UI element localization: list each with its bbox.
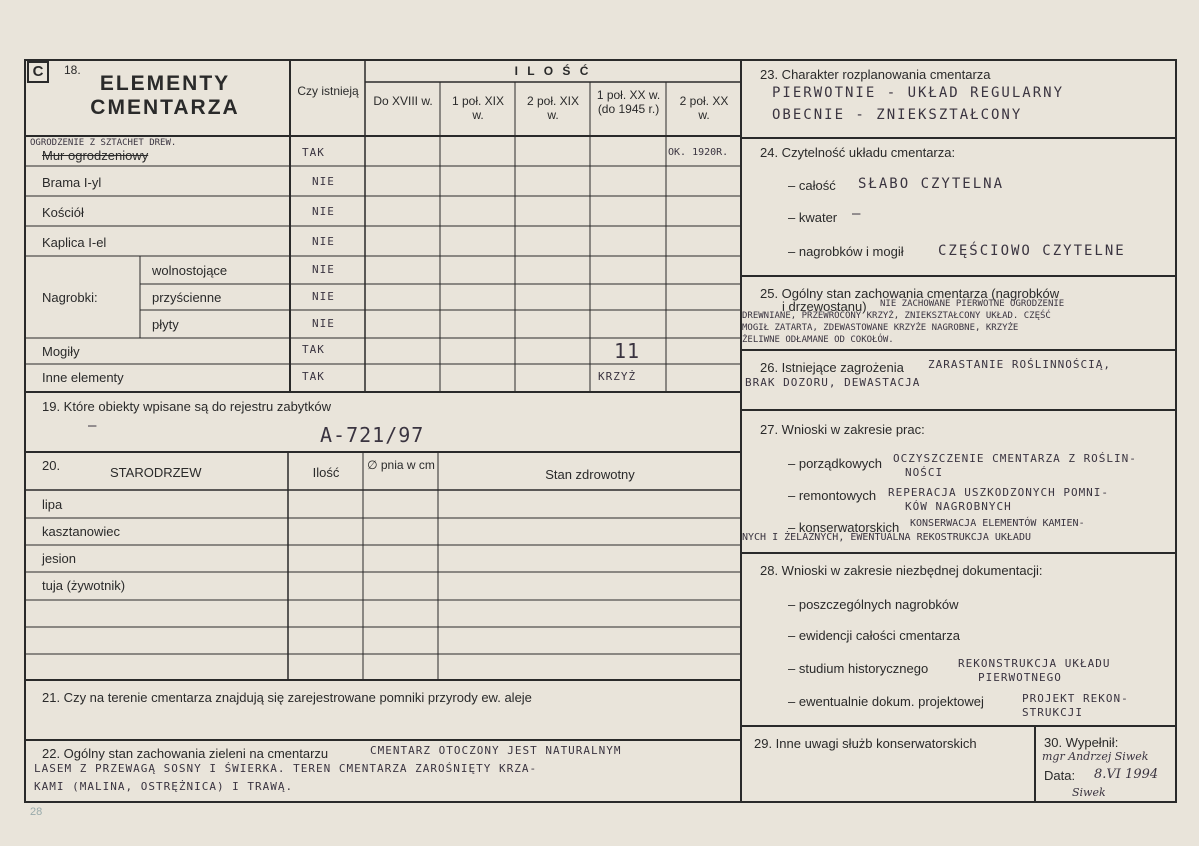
section-title: ELEMENTY CMENTARZA (90, 72, 240, 119)
q28-history-value: REKONSTRUKCJA UKŁADU (958, 657, 1111, 670)
q20-col-diameter: ∅ pnia w cm (367, 458, 435, 472)
q22-answer: KAMI (MALINA, OSTRĘŻNICA) I TRAWĄ. (34, 780, 294, 793)
q28-inventory: – ewidencji całości cmentarza (788, 628, 960, 643)
freestanding-value: NIE (312, 263, 335, 276)
q19-label: 19. Które obiekty wpisane są do rejestru zabytków (42, 399, 332, 414)
q28-tombstones: – poszczególnych nagrobków (788, 597, 959, 612)
filled-date: 8.VI 1994 (1094, 767, 1159, 782)
q27-conservation: – konserwatorskich (788, 520, 900, 535)
q24-graves: – nagrobków i mogił (788, 244, 904, 259)
row-label-slabs: płyty (152, 317, 179, 332)
tree-row: jesion (42, 551, 76, 566)
q23-label: 23. Charakter rozplanowania cmentarza (760, 67, 991, 82)
other-value: TAK (302, 370, 325, 383)
q28-project: – ewentualnie dokum. projektowej (788, 694, 984, 709)
q25-label: 25. Ogólny stan zachowania cmentarza (nagrobków (760, 286, 1060, 301)
gate-value: NIE (312, 175, 335, 188)
q30-date-label: Data: (1044, 768, 1076, 783)
q28-history: – studium historycznego (788, 661, 929, 676)
filled-by-name: mgr Andrzej Siwek (1042, 750, 1149, 763)
graves-count: 11 (614, 339, 641, 363)
tree-row: kasztanowiec (42, 524, 121, 539)
q27-repair: – remontowych (788, 488, 877, 503)
q26-label: 26. Istniejące zagrożenia (760, 360, 904, 375)
register-number: A-721/97 (320, 423, 425, 447)
tree-row: tuja (żywotnik) (42, 578, 126, 593)
q25-label-cont: i drzewostanu) (782, 299, 867, 314)
q28-label: 28. Wnioski w zakresie niezbędnej dokumentacji: (760, 563, 1043, 578)
q19-dash: — (88, 418, 99, 434)
q24-label: 24. Czytelność układu cmentarza: (760, 145, 956, 160)
q29-label: 29. Inne uwagi służb konserwatorskich (754, 736, 977, 751)
q20-col-quantity: Ilość (312, 465, 340, 480)
row-label-wall: przyścienne (152, 290, 222, 305)
q28-project-value: PROJEKT REKON- (1022, 692, 1129, 705)
q22-answer: LASEM Z PRZEWAGĄ SOSNY I ŚWIERKA. TEREN CMENTARZA ZAROŚNIĘTY KRZA- (34, 762, 538, 775)
q20-title: STARODRZEW (110, 465, 202, 480)
signature: Siwek (1072, 786, 1106, 799)
q27-cleanup-value: OCZYSZCZENIE CMENTARZA Z ROŚLIN- (893, 452, 1137, 465)
period-header: 1 poł. XX w. (do 1945 r.) (596, 88, 661, 116)
row-label-tombstones: Nagrobki: (42, 290, 98, 305)
q25-answer: NIE ZACHOWANE PIERWOTNE OGRODZENIE (880, 299, 1065, 309)
row-label-graves: Mogiły (42, 344, 80, 359)
q24-graves-value: CZĘŚCIOWO CZYTELNE (938, 243, 1126, 259)
q26-answer: BRAK DOZORU, DEWASTACJA (745, 376, 921, 389)
q27-cleanup: – porządkowych (788, 456, 882, 471)
row-label-gate: Brama I-yl (42, 175, 102, 190)
row-label-chapel: Kaplica I-el (42, 235, 107, 250)
period-header: Do XVIII w. (373, 94, 433, 108)
q24-whole: – całość (788, 178, 836, 193)
wall-value: NIE (312, 290, 335, 303)
q22-label: 22. Ogólny stan zachowania zieleni na cmentarzu (42, 746, 329, 761)
tree-row: lipa (42, 497, 63, 512)
q24-quarters: – kwater (788, 210, 838, 225)
q27-cleanup-value: NOŚCI (905, 466, 944, 479)
q20-col-health: Stan zdrowotny (545, 467, 635, 482)
q24-quarters-value: — (852, 206, 863, 222)
q27-conservation-value: NYCH I ŻELAZNYCH, EWENTUALNA REKOSTRUKCJA UKŁADU (742, 532, 1031, 543)
row-label-fence: Mur ogrodzeniowy (42, 148, 149, 163)
row-label-church: Kościół (42, 205, 84, 220)
q27-repair-value: KÓW NAGROBNYCH (905, 500, 1012, 513)
q24-whole-value: SŁABO CZYTELNA (858, 176, 1005, 192)
graves-value: TAK (302, 343, 325, 356)
q25-answer: MOGIŁ ZATARTA, ZDEWASTOWANE KRZYŻE NAGROBNE, KRZYŻE (742, 323, 1019, 333)
q20-number: 20. (42, 458, 61, 473)
q22-answer: CMENTARZ OTOCZONY JEST NATURALNYM (370, 744, 622, 757)
q25-answer: ŻELIWNE ODŁAMANE OD COKOŁÓW. (742, 335, 894, 345)
slabs-value: NIE (312, 317, 335, 330)
row-label-other: Inne elementy (42, 370, 124, 385)
period-header: 2 poł. XX w. (679, 94, 729, 122)
period-header: 1 poł. XIX w. (451, 94, 505, 122)
other-note: KRZYŻ (598, 370, 637, 383)
section-number: 18. (64, 63, 81, 77)
q25-answer: DREWNIANE, PRZEWRÓCONY KRZYŻ, ZNIEKSZTAŁCONY UKŁAD. CZĘŚĆ (742, 311, 1051, 321)
q23-answer: OBECNIE - ZNIEKSZTAŁCONY (772, 107, 1023, 123)
fence-date: OK. 1920R. (668, 147, 729, 158)
q28-history-value: PIERWOTNEGO (978, 671, 1062, 684)
handwritten-fence-note: OGRODZENIE Z SZTACHET DREW. (30, 138, 177, 148)
q21-label: 21. Czy na terenie cmentarza znajdują się zarejestrowane pomniki przyrody ew. aleje (42, 690, 532, 705)
row-label-freestanding: wolnostojące (152, 263, 228, 278)
q27-label: 27. Wnioski w zakresie prac: (760, 422, 925, 437)
q27-repair-value: REPERACJA USZKODZONYCH POMNI- (888, 486, 1110, 499)
col-exists-header: Czy istnieją (297, 84, 359, 98)
chapel-value: NIE (312, 235, 335, 248)
q26-answer: ZARASTANIE ROŚLINNOŚCIĄ, (928, 358, 1111, 371)
footer-mark: 28 (30, 806, 43, 818)
q27-conservation-value: KONSERWACJA ELEMENTÓW KAMIEN- (910, 518, 1085, 529)
q30-label: 30. Wypełnił: (1044, 735, 1119, 750)
ilosc-header: I L O Ś Ć (514, 64, 592, 78)
section-letter-box: C (27, 61, 49, 83)
church-value: NIE (312, 205, 335, 218)
q23-answer: PIERWOTNIE - UKŁAD REGULARNY (772, 85, 1065, 101)
period-header: 2 poł. XIX w. (526, 94, 580, 122)
q28-project-value: STRUKCJI (1022, 706, 1083, 719)
fence-value: TAK (302, 146, 325, 159)
